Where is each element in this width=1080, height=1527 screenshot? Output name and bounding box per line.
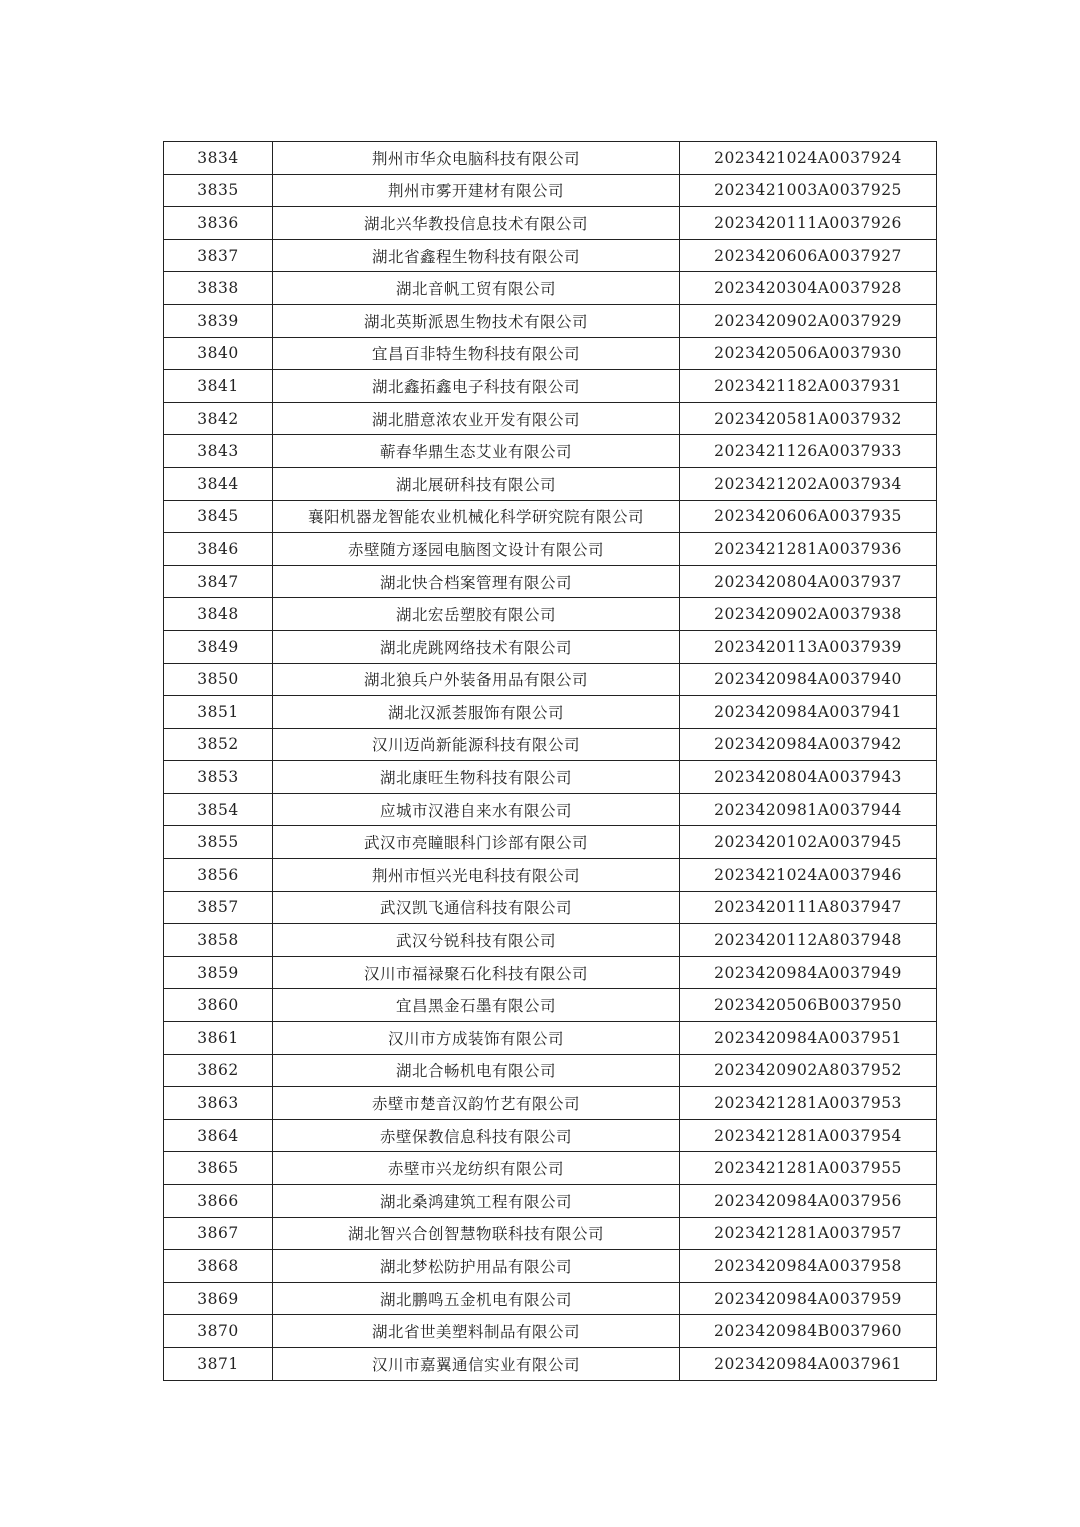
registration-code-cell: 2023420506A0037930 [680,337,937,370]
table-row [164,859,937,892]
row-number-cell: 3857 [164,891,273,924]
registration-code-cell: 2023421003A0037925 [680,174,937,207]
table-row [164,663,937,696]
row-number-cell: 3871 [164,1347,273,1380]
registration-code-cell: 2023420804A0037937 [680,565,937,598]
company-name-cell: 汉川市方成装饰有限公司 [273,1022,680,1055]
company-name-cell: 湖北兴华教投信息技术有限公司 [273,207,680,240]
row-number-cell: 3843 [164,435,273,468]
registration-code-cell: 2023420902A0037938 [680,598,937,631]
table-row [164,761,937,794]
table-row [164,1022,937,1055]
row-number-cell: 3838 [164,272,273,305]
registration-code-cell: 2023420304A0037928 [680,272,937,305]
registration-code-cell: 2023421202A0037934 [680,467,937,500]
registration-code-cell: 2023421182A0037931 [680,370,937,403]
company-name-cell: 武汉兮锐科技有限公司 [273,924,680,957]
table-row [164,1282,937,1315]
company-name-cell: 宜昌百非特生物科技有限公司 [273,337,680,370]
table-row [164,826,937,859]
company-name-cell: 荆州市恒兴光电科技有限公司 [273,859,680,892]
table-row [164,533,937,566]
table-row [164,1217,937,1250]
registration-code-cell: 2023421024A0037924 [680,142,937,175]
table-row [164,272,937,305]
table-row [164,500,937,533]
table-row [164,1315,937,1348]
row-number-cell: 3852 [164,728,273,761]
registration-code-cell: 2023421024A0037946 [680,859,937,892]
registration-code-cell: 2023420984B0037960 [680,1315,937,1348]
row-number-cell: 3870 [164,1315,273,1348]
row-number-cell: 3865 [164,1152,273,1185]
table-row [164,142,937,175]
company-name-cell: 湖北狼兵户外装备用品有限公司 [273,663,680,696]
row-number-cell: 3845 [164,500,273,533]
registration-code-cell: 2023420984A0037951 [680,1022,937,1055]
table-row [164,630,937,663]
row-number-cell: 3848 [164,598,273,631]
row-number-cell: 3863 [164,1087,273,1120]
row-number-cell: 3855 [164,826,273,859]
row-number-cell: 3867 [164,1217,273,1250]
row-number-cell: 3864 [164,1119,273,1152]
registration-code-cell: 2023421281A0037936 [680,533,937,566]
company-name-cell: 湖北合畅机电有限公司 [273,1054,680,1087]
company-name-cell: 湖北智兴合创智慧物联科技有限公司 [273,1217,680,1250]
table-row [164,956,937,989]
registration-code-cell: 2023420984A0037942 [680,728,937,761]
registration-code-cell: 2023421281A0037953 [680,1087,937,1120]
table-row [164,304,937,337]
company-name-cell: 赤壁保教信息科技有限公司 [273,1119,680,1152]
row-number-cell: 3846 [164,533,273,566]
table-row [164,924,937,957]
row-number-cell: 3866 [164,1185,273,1218]
registration-code-cell: 2023420111A0037926 [680,207,937,240]
registration-code-cell: 2023420506B0037950 [680,989,937,1022]
registration-code-cell: 2023420111A8037947 [680,891,937,924]
row-number-cell: 3862 [164,1054,273,1087]
row-number-cell: 3860 [164,989,273,1022]
registration-code-cell: 2023420984A0037941 [680,696,937,729]
row-number-cell: 3856 [164,859,273,892]
company-name-cell: 湖北快合档案管理有限公司 [273,565,680,598]
company-name-cell: 湖北英斯派恩生物技术有限公司 [273,304,680,337]
company-name-cell: 湖北展研科技有限公司 [273,467,680,500]
registry-table-body [164,142,937,1381]
registration-code-cell: 2023420606A0037927 [680,239,937,272]
registration-code-cell: 2023420984A0037958 [680,1250,937,1283]
table-row [164,696,937,729]
registration-code-cell: 2023421281A0037957 [680,1217,937,1250]
registration-code-cell: 2023420102A0037945 [680,826,937,859]
company-name-cell: 汉川市福禄聚石化科技有限公司 [273,956,680,989]
row-number-cell: 3851 [164,696,273,729]
row-number-cell: 3849 [164,630,273,663]
table-row [164,370,937,403]
registration-code-cell: 2023420984A0037956 [680,1185,937,1218]
row-number-cell: 3861 [164,1022,273,1055]
registration-code-cell: 2023421126A0037933 [680,435,937,468]
table-row [164,1250,937,1283]
registration-code-cell: 2023420902A0037929 [680,304,937,337]
row-number-cell: 3842 [164,402,273,435]
registration-code-cell: 2023420984A0037961 [680,1347,937,1380]
company-name-cell: 赤壁随方逐园电脑图文设计有限公司 [273,533,680,566]
table-row [164,467,937,500]
registration-code-cell: 2023420112A8037948 [680,924,937,957]
row-number-cell: 3835 [164,174,273,207]
company-name-cell: 湖北省世美塑料制品有限公司 [273,1315,680,1348]
company-name-cell: 湖北梦松防护用品有限公司 [273,1250,680,1283]
company-name-cell: 应城市汉港自来水有限公司 [273,793,680,826]
row-number-cell: 3859 [164,956,273,989]
company-name-cell: 宜昌黑金石墨有限公司 [273,989,680,1022]
registration-code-cell: 2023420581A0037932 [680,402,937,435]
row-number-cell: 3834 [164,142,273,175]
table-row [164,402,937,435]
table-row [164,207,937,240]
registration-code-cell: 2023420984A0037959 [680,1282,937,1315]
registration-code-cell: 2023421281A0037955 [680,1152,937,1185]
company-name-cell: 湖北康旺生物科技有限公司 [273,761,680,794]
table-row [164,337,937,370]
registration-code-cell: 2023420984A0037940 [680,663,937,696]
table-row [164,1087,937,1120]
row-number-cell: 3847 [164,565,273,598]
registration-code-cell: 2023420606A0037935 [680,500,937,533]
company-name-cell: 湖北虎跳网络技术有限公司 [273,630,680,663]
company-name-cell: 湖北桑鸿建筑工程有限公司 [273,1185,680,1218]
table-row [164,239,937,272]
row-number-cell: 3854 [164,793,273,826]
table-row [164,565,937,598]
registration-code-cell: 2023421281A0037954 [680,1119,937,1152]
company-name-cell: 荆州市华众电脑科技有限公司 [273,142,680,175]
row-number-cell: 3844 [164,467,273,500]
table-row [164,435,937,468]
row-number-cell: 3837 [164,239,273,272]
company-name-cell: 武汉市亮瞳眼科门诊部有限公司 [273,826,680,859]
row-number-cell: 3841 [164,370,273,403]
company-name-cell: 汉川迈尚新能源科技有限公司 [273,728,680,761]
company-name-cell: 荆州市雾开建材有限公司 [273,174,680,207]
registration-code-cell: 2023420113A0037939 [680,630,937,663]
table-row [164,891,937,924]
table-row [164,1152,937,1185]
row-number-cell: 3840 [164,337,273,370]
company-name-cell: 湖北鹏鸣五金机电有限公司 [273,1282,680,1315]
company-name-cell: 湖北腊意浓农业开发有限公司 [273,402,680,435]
registration-code-cell: 2023420981A0037944 [680,793,937,826]
company-name-cell: 蕲春华鼎生态艾业有限公司 [273,435,680,468]
company-name-cell: 湖北宏岳塑胶有限公司 [273,598,680,631]
row-number-cell: 3836 [164,207,273,240]
company-name-cell: 湖北省鑫程生物科技有限公司 [273,239,680,272]
table-row [164,1347,937,1380]
registration-code-cell: 2023420984A0037949 [680,956,937,989]
table-row [164,174,937,207]
table-row [164,793,937,826]
company-name-cell: 湖北音帆工贸有限公司 [273,272,680,305]
table-row [164,989,937,1022]
row-number-cell: 3839 [164,304,273,337]
table-row [164,1119,937,1152]
table-row [164,598,937,631]
company-name-cell: 赤壁市楚音汉韵竹艺有限公司 [273,1087,680,1120]
table-row [164,1054,937,1087]
row-number-cell: 3868 [164,1250,273,1283]
company-name-cell: 汉川市嘉翼通信实业有限公司 [273,1347,680,1380]
registration-code-cell: 2023420902A8037952 [680,1054,937,1087]
company-name-cell: 赤壁市兴龙纺织有限公司 [273,1152,680,1185]
company-name-cell: 襄阳机器龙智能农业机械化科学研究院有限公司 [273,500,680,533]
registration-code-cell: 2023420804A0037943 [680,761,937,794]
company-name-cell: 湖北汉派荟服饰有限公司 [273,696,680,729]
row-number-cell: 3858 [164,924,273,957]
company-name-cell: 湖北鑫拓鑫电子科技有限公司 [273,370,680,403]
company-name-cell: 武汉凯飞通信科技有限公司 [273,891,680,924]
table-row [164,1185,937,1218]
company-registry-table [163,141,937,1381]
table-row [164,728,937,761]
row-number-cell: 3850 [164,663,273,696]
row-number-cell: 3869 [164,1282,273,1315]
row-number-cell: 3853 [164,761,273,794]
